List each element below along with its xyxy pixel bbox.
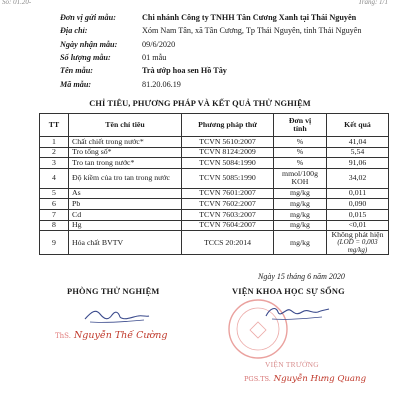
cell-name: [69, 168, 182, 188]
table-row: [40, 158, 389, 169]
info-row-sample-code: [60, 77, 390, 90]
cell-unit: [274, 231, 327, 255]
cell-method: [182, 220, 274, 231]
cell-tt: [40, 188, 69, 199]
cell-unit-text: mg/kg: [290, 209, 310, 219]
header-unit-line1: Đơn vị: [288, 115, 312, 125]
table-row: [40, 209, 389, 220]
cell-method: [182, 188, 274, 199]
cell-tt: [40, 231, 69, 255]
cell-result-text: <0,01: [348, 220, 367, 230]
table-row: [40, 220, 389, 231]
director-name-text: Nguyễn Hưng Quang: [273, 374, 367, 384]
cell-result: [327, 168, 389, 188]
cell-name: [69, 158, 182, 169]
tester-name: [55, 330, 167, 341]
cell-tt-text: 3: [52, 157, 56, 167]
cell-method-text: TCVN 7602:2007: [199, 199, 256, 209]
table-body: [40, 137, 389, 255]
cell-unit: [274, 137, 327, 148]
info-label: Địa chỉ:: [60, 26, 88, 36]
institute-title: VIỆN KHOA HỌC SỰ SỐNG: [232, 287, 345, 296]
cell-method-text: TCCS 20:2014: [203, 237, 251, 247]
cell-result: [327, 147, 389, 158]
cell-unit-text: %: [296, 147, 304, 157]
tester-name-text: Nguyễn Thế Cường: [73, 330, 168, 341]
cell-name: [69, 209, 182, 220]
header-method: Phương pháp thử: [182, 114, 274, 137]
cell-name-text: Cd: [72, 209, 82, 219]
cell-result-text: 91,06: [348, 157, 367, 167]
info-label: Tên mẫu:: [60, 66, 93, 76]
cell-result: [327, 158, 389, 169]
cell-method-text: TCVN 5610:2007: [199, 136, 256, 146]
cell-name: [69, 199, 182, 210]
table-row: [40, 168, 389, 188]
cell-result: [327, 220, 389, 231]
cell-result-note: (LOD = 0,003 mg/kg): [337, 238, 378, 254]
cell-tt-text: 6: [52, 199, 56, 209]
cell-method: [182, 209, 274, 220]
cell-unit-text: mg/kg: [290, 237, 310, 247]
cell-tt: [40, 220, 69, 231]
cell-unit: [274, 147, 327, 158]
cell-method-text: TCVN 5084:1990: [199, 157, 256, 167]
cell-tt: [40, 137, 69, 148]
info-label: Mã mẫu:: [60, 79, 92, 89]
dept-title: PHÒNG THỬ NGHIỆM: [67, 287, 160, 296]
cell-name-text: As: [72, 188, 81, 198]
cell-unit-text: mg/kg: [290, 220, 310, 230]
cell-unit: [274, 158, 327, 169]
cell-unit: [274, 220, 327, 231]
cell-unit-text: %: [296, 136, 304, 146]
cell-tt: [40, 158, 69, 169]
cell-unit-line2: KOH: [291, 177, 309, 187]
page-header: [0, 0, 400, 7]
cell-method: [182, 199, 274, 210]
cell-result: [327, 137, 389, 148]
cell-name: [69, 147, 182, 158]
cell-unit-text: %: [296, 157, 304, 167]
cell-unit: [274, 209, 327, 220]
info-value: 09/6/2020: [142, 39, 176, 49]
cell-tt: [40, 199, 69, 210]
info-label: Đơn vị gửi mẫu:: [60, 13, 116, 23]
cell-method-text: TCVN 7603:2007: [199, 209, 256, 219]
cell-tt-text: 1: [52, 136, 56, 146]
section-title: CHỈ TIÊU, PHƯƠNG PHÁP VÀ KẾT QUẢ THỬ NGHIỆM: [89, 99, 311, 108]
cell-tt-text: 8: [52, 220, 56, 230]
cell-result-text: 34,02: [348, 173, 367, 183]
cell-result-text: 5,54: [350, 147, 365, 157]
cell-method-text: TCVN 5085:1990: [199, 173, 256, 183]
cell-tt-text: 4: [52, 173, 56, 183]
document-number: Số: 01.20-: [2, 0, 32, 6]
table-row: [40, 147, 389, 158]
cell-result: [327, 209, 389, 220]
cell-unit: [274, 188, 327, 199]
header-unit-line2: tính: [293, 124, 307, 133]
signature-left: [82, 305, 152, 327]
table-header-row: [40, 114, 389, 137]
cell-tt-text: 2: [52, 147, 56, 157]
header-unit: [274, 114, 327, 137]
info-row-sample-name: [60, 64, 390, 77]
cell-name-text: Hg: [72, 220, 82, 230]
director-name: [244, 374, 366, 384]
cell-result-text: 41,04: [348, 136, 367, 146]
cell-result-text: 0,015: [348, 209, 367, 219]
cell-unit-text: mmol/100g: [282, 169, 318, 179]
info-value: 81.20.06.19: [142, 79, 181, 89]
info-row-sender: [60, 11, 390, 24]
director-title-prefix: PGS.TS.: [244, 375, 271, 383]
signature-right: [262, 300, 332, 324]
director-title: VIỆN TRƯỞNG: [265, 360, 319, 369]
cell-method-text: TCVN 7601:2007: [199, 188, 256, 198]
table-row: [40, 188, 389, 199]
cell-result: [327, 231, 389, 255]
cell-tt: [40, 209, 69, 220]
cell-result: [327, 188, 389, 199]
cell-tt: [40, 168, 69, 188]
cell-name-text: Tro tổng số*: [72, 147, 112, 157]
sample-info: [60, 11, 390, 91]
info-label: Ngày nhận mẫu:: [60, 39, 118, 49]
results-table: [39, 113, 389, 255]
cell-name-text: Độ kiềm của tro tan trong nước: [72, 173, 170, 183]
info-label: Số lượng mẫu:: [60, 53, 111, 63]
page-number: Trang: 1/1: [358, 0, 388, 6]
info-row-address: [60, 24, 390, 37]
cell-unit-text: mg/kg: [290, 199, 310, 209]
cell-method: [182, 168, 274, 188]
info-value: 01 mẫu: [142, 53, 167, 63]
report-date: Ngày 15 tháng 6 năm 2020: [258, 272, 345, 281]
cell-name: [69, 137, 182, 148]
cell-result-text: 0,011: [348, 188, 367, 198]
cell-method: [182, 231, 274, 255]
cell-unit-text: mg/kg: [290, 188, 310, 198]
table-row: [40, 231, 389, 255]
table-row: [40, 199, 389, 210]
tester-title-prefix: ThS.: [55, 332, 71, 340]
cell-method-text: TCVN 8124:2009: [199, 147, 256, 157]
cell-method: [182, 147, 274, 158]
header-tt: TT: [40, 114, 69, 137]
cell-method: [182, 137, 274, 148]
cell-tt-text: 5: [52, 188, 56, 198]
cell-name: [69, 220, 182, 231]
cell-name-text: Tro tan trong nước*: [72, 157, 135, 167]
cell-name-text: Pb: [72, 199, 81, 209]
cell-tt-text: 7: [52, 209, 56, 219]
cell-tt-text: 9: [52, 237, 56, 247]
info-row-sample-count: [60, 51, 390, 64]
cell-tt: [40, 147, 69, 158]
info-value: Trà ướp hoa sen Hồ Tây: [142, 66, 227, 76]
cell-method-text: TCVN 7604:2007: [199, 220, 256, 230]
info-value: Xóm Nam Tân, xã Tân Cương, Tp Thái Nguyên, tỉnh Thái Nguyên: [142, 26, 362, 36]
cell-name-text: Hóa chất BVTV: [72, 237, 124, 247]
table-row: [40, 137, 389, 148]
cell-result-text: Không phát hiện: [331, 230, 384, 240]
cell-unit: [274, 168, 327, 188]
cell-method: [182, 158, 274, 169]
cell-name: [69, 231, 182, 255]
cell-result: [327, 199, 389, 210]
cell-name: [69, 188, 182, 199]
cell-result-text: 0,090: [348, 199, 367, 209]
info-row-received-date: [60, 38, 390, 51]
cell-unit: [274, 199, 327, 210]
info-value: Chi nhánh Công ty TNHH Tân Cương Xanh tại Thái Nguyên: [142, 13, 357, 23]
cell-name-text: Chất chiết trong nước*: [72, 136, 144, 146]
header-name: Tên chỉ tiêu: [69, 114, 182, 137]
header-result: Kết quả: [327, 114, 389, 137]
